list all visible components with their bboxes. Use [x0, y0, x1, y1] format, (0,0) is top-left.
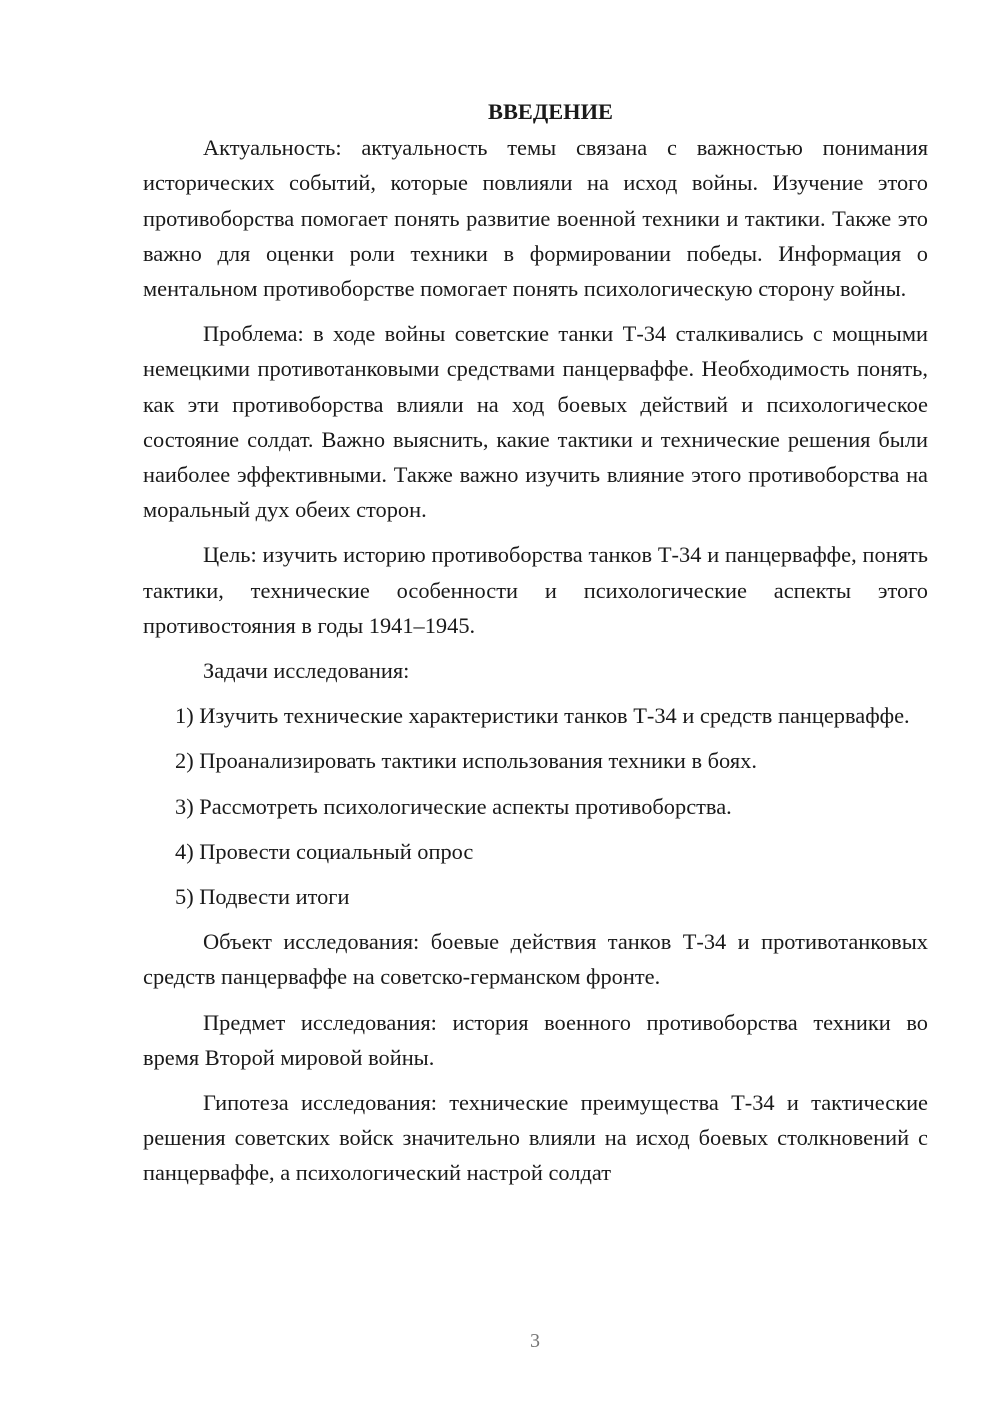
- problem-paragraph: Проблема: в ходе войны советские танки Т-34 сталкивались с мощными немецкими противотанковыми средствами панцерваффе. Необходимость понять, как эти противоборства влияли на ход боевых действий и психологическое состояние солдат. Важно выяснить, какие тактики и технические решения были наиболее эффективными. Также важно изучить влияние этого противоборства на моральный дух обеих сторон.: [143, 321, 928, 523]
- page-number: 3: [530, 1330, 540, 1352]
- task-item: 1) Изучить технические характеристики танков Т-34 и средств панцерваффе.: [175, 703, 910, 729]
- goal-paragraph: Цель: изучить историю противоборства танков Т-34 и панцерваффе, понять тактики, технические особенности и психологические аспекты этого противостояния в годы 1941–1945.: [143, 542, 928, 638]
- task-item: 2) Проанализировать тактики использования техники в боях.: [175, 748, 757, 774]
- subject-paragraph: Предмет исследования: история военного противоборства техники во время Второй мировой войны.: [143, 1009, 928, 1070]
- task-item: 5) Подвести итоги: [175, 884, 350, 910]
- section-heading: ВВЕДЕНИЕ: [488, 99, 613, 124]
- task-item: 3) Рассмотреть психологические аспекты противоборства.: [175, 793, 732, 819]
- task-item: 4) Провести социальный опрос: [175, 838, 474, 864]
- page-body: [143, 94, 928, 1191]
- tasks-title: Задачи исследования:: [203, 658, 410, 684]
- object-paragraph: Объект исследования: боевые действия танков Т-34 и противотанковых средств панцерваффе на советско-германском фронте.: [143, 929, 928, 990]
- hypothesis-paragraph: Гипотеза исследования: технические преимущества Т-34 и тактические решения советских войск значительно влияли на исход боевых столкновений с панцерваффе, а психологический настрой солдат: [143, 1090, 928, 1186]
- relevance-paragraph: Актуальность: актуальность темы связана с важностью понимания исторических событий, которые повлияли на исход войны. Изучение этого противоборства помогает понять развитие военной техники и тактики. Также это важно для оценки роли техники в формировании победы. Информация о ментальном противоборстве помогает понять психологическую сторону войны.: [143, 135, 928, 302]
